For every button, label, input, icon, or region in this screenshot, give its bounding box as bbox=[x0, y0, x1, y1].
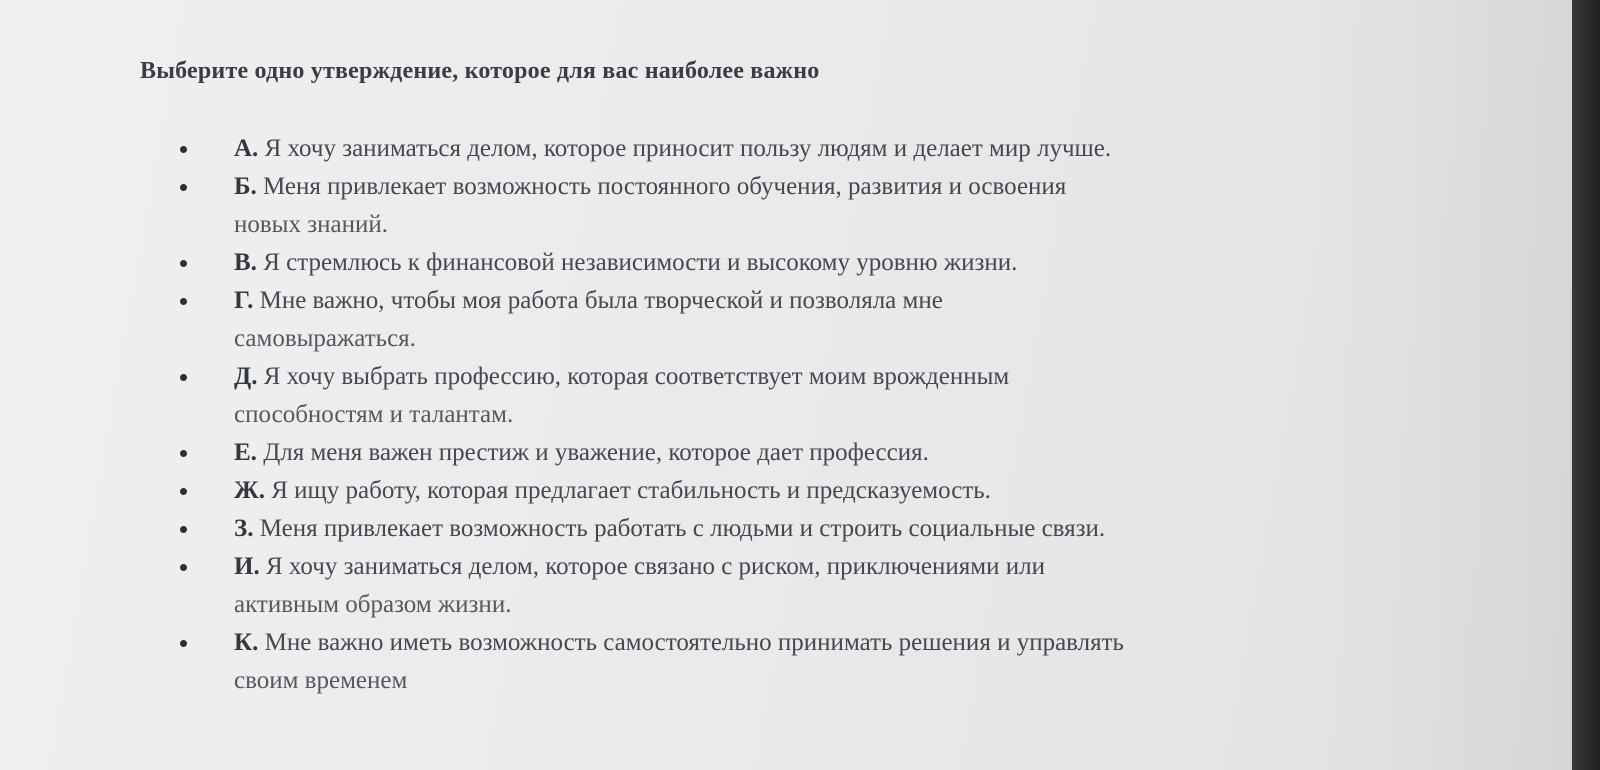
option-text bbox=[234, 282, 1500, 358]
option-text bbox=[234, 548, 1500, 624]
option-line-2: своим временем bbox=[234, 667, 408, 694]
option-letter: А. bbox=[234, 135, 259, 162]
option-text bbox=[234, 130, 1500, 168]
option-line-2: активным образом жизни. bbox=[234, 591, 512, 618]
option-statement: Я хочу заниматься делом, которое приносит пользу людям и делает мир лучше. bbox=[264, 135, 1112, 162]
question-heading: Выберите одно утверждение, которое для вас наиболее важно bbox=[140, 58, 820, 84]
bullet-icon bbox=[180, 184, 187, 191]
option-g bbox=[180, 282, 1500, 358]
option-line-1 bbox=[234, 472, 1500, 510]
option-line-2: самовыражаться. bbox=[234, 325, 416, 352]
option-line-1 bbox=[234, 624, 1500, 662]
option-b bbox=[180, 168, 1500, 244]
option-text bbox=[234, 434, 1500, 472]
option-z bbox=[180, 510, 1500, 548]
option-letter: Б. bbox=[234, 173, 257, 200]
dark-edge bbox=[1572, 0, 1600, 770]
bullet-icon bbox=[180, 564, 187, 571]
option-line-1 bbox=[234, 244, 1500, 282]
option-line-2: способностям и талантам. bbox=[234, 401, 514, 428]
options-list bbox=[180, 130, 1500, 700]
bullet-icon bbox=[180, 146, 187, 153]
option-d bbox=[180, 358, 1500, 434]
option-letter: Г. bbox=[234, 287, 254, 314]
bullet-icon bbox=[180, 526, 187, 533]
option-statement: Я ищу работу, которая предлагает стабильность и предсказуемость. bbox=[271, 477, 991, 504]
bullet-icon bbox=[180, 640, 187, 647]
option-a bbox=[180, 130, 1500, 168]
option-statement: Меня привлекает возможность постоянного обучения, развития и освоения bbox=[263, 173, 1067, 200]
option-v bbox=[180, 244, 1500, 282]
option-letter: Ж. bbox=[234, 477, 265, 504]
option-statement: Меня привлекает возможность работать с людьми и строить социальные связи. bbox=[259, 515, 1106, 542]
option-line-1 bbox=[234, 282, 1500, 320]
option-letter: К. bbox=[234, 629, 259, 656]
option-line-1 bbox=[234, 510, 1500, 548]
option-text bbox=[234, 358, 1500, 434]
option-line-2: новых знаний. bbox=[234, 211, 388, 238]
option-text bbox=[234, 472, 1500, 510]
option-letter: З. bbox=[234, 515, 254, 542]
option-text bbox=[234, 244, 1500, 282]
option-letter: Д. bbox=[234, 363, 258, 390]
option-e bbox=[180, 434, 1500, 472]
option-statement: Я стремлюсь к финансовой независимости и высокому уровню жизни. bbox=[263, 249, 1018, 276]
option-text bbox=[234, 168, 1500, 244]
option-line-1 bbox=[234, 434, 1500, 472]
option-statement: Для меня важен престиж и уважение, которое дает профессия. bbox=[263, 439, 929, 466]
option-line-1 bbox=[234, 358, 1500, 396]
bullet-icon bbox=[180, 488, 187, 495]
option-text bbox=[234, 510, 1500, 548]
option-statement: Мне важно, чтобы моя работа была творческой и позволяла мне bbox=[259, 287, 943, 314]
option-letter: Е. bbox=[234, 439, 257, 466]
option-line-1 bbox=[234, 168, 1500, 206]
option-line-1 bbox=[234, 548, 1500, 586]
bullet-icon bbox=[180, 374, 187, 381]
option-line-1 bbox=[234, 130, 1500, 168]
option-text bbox=[234, 624, 1500, 700]
bullet-icon bbox=[180, 450, 187, 457]
bullet-icon bbox=[180, 298, 187, 305]
option-statement: Я хочу выбрать профессию, которая соответствует моим врожденным bbox=[263, 363, 1010, 390]
option-zh bbox=[180, 472, 1500, 510]
option-letter: В. bbox=[234, 249, 257, 276]
option-k bbox=[180, 624, 1500, 700]
option-statement: Мне важно иметь возможность самостоятельно принимать решения и управлять bbox=[264, 629, 1124, 656]
bullet-icon bbox=[180, 260, 187, 267]
option-i bbox=[180, 548, 1500, 624]
option-letter: И. bbox=[234, 553, 260, 580]
option-statement: Я хочу заниматься делом, которое связано с риском, приключениями или bbox=[265, 553, 1045, 580]
